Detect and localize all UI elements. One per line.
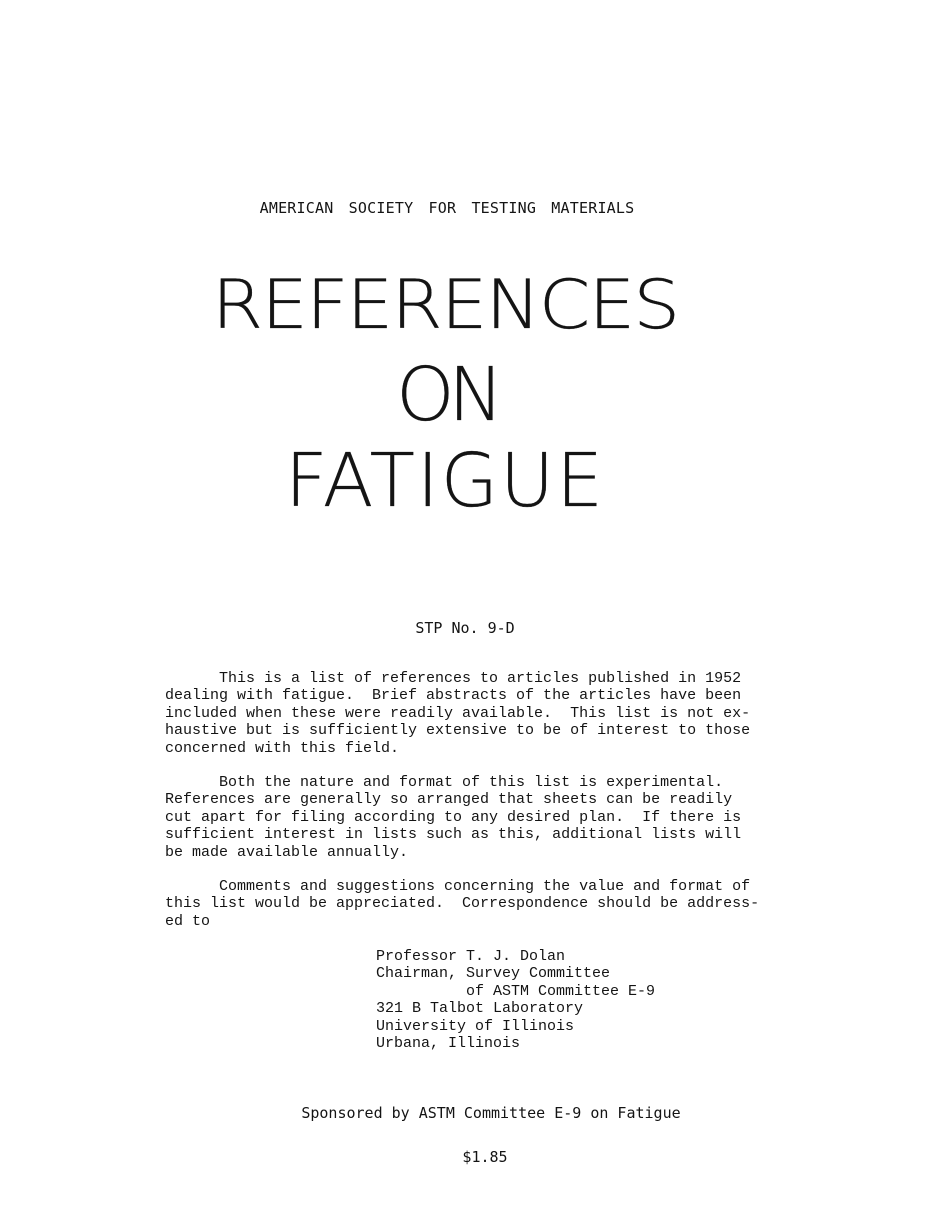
price-label: $1.85: [462, 1148, 508, 1166]
address-line: Urbana, Illinois: [376, 1035, 521, 1053]
paragraph-format: Both the nature and format of this list is experimental. References are generally so arranged that sheets can be readily cut apart for filing according to any desired plan. If there is sufficient interest in lists such as this, additional lists will be made available annually.: [165, 774, 742, 861]
organization-header: AMERICAN SOCIETY FOR TESTING MATERIALS: [259, 199, 635, 217]
address-line: Professor T. J. Dolan: [376, 948, 566, 965]
title-line-on: ON: [396, 352, 498, 438]
paragraph-intro: This is a list of references to articles published in 1952 dealing with fatigue. Brief abstracts of the articles have been included when these were readily available. This list is not ex- haustive but is sufficiently extensive to be of interest to those concerned with this field.: [165, 670, 751, 757]
mailing-address: [376, 948, 655, 1052]
address-line: University of Illinois: [376, 1017, 575, 1035]
paragraph-comments: Comments and suggestions concerning the value and format of this list would be appreciated. Correspondence should be address- ed to: [165, 878, 760, 930]
address-line: 321 B Talbot Laboratory: [376, 1000, 584, 1018]
sponsor-line: Sponsored by ASTM Committee E-9 on Fatigue: [301, 1104, 681, 1122]
address-line: Chairman, Survey Committee: [376, 965, 611, 983]
title-line-fatigue: FATIGUE: [285, 438, 605, 524]
title-line-references: REFERENCES: [211, 265, 679, 345]
stp-number: STP No. 9-D: [415, 619, 515, 637]
address-line: of ASTM Committee E-9: [376, 982, 656, 1000]
